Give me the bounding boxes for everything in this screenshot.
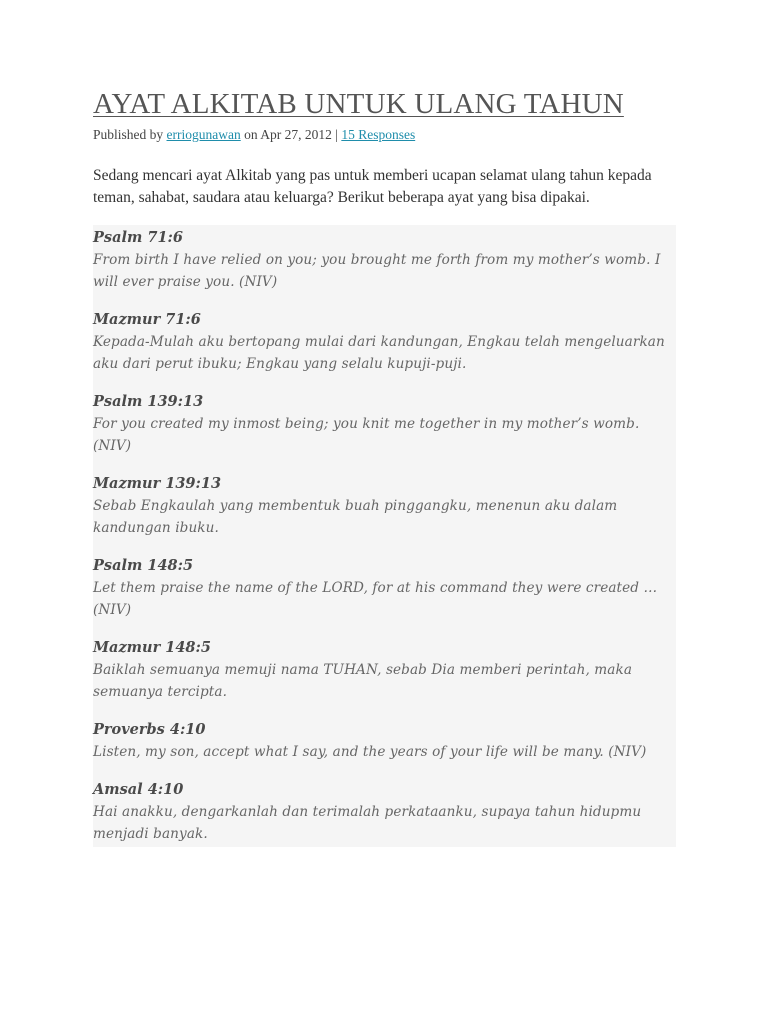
blog-post [93,86,676,847]
verse-reference: Mazmur 139:13 [93,475,222,492]
verse-reference: Psalm 71:6 [93,229,183,246]
verse-text: Listen, my son, accept what I say, and the years of your life will be many. (NIV) [93,744,647,760]
post-date: Apr 27, 2012 [260,127,332,142]
verse-text: Let them praise the name of the LORD, for at his command they were created … (NIV) [93,580,658,618]
verse-reference: Mazmur 71:6 [93,311,201,328]
post-meta [93,126,676,144]
verse-item [93,719,676,763]
verse-item [93,391,676,457]
verse-reference: Mazmur 148:5 [93,639,211,656]
verse-item [93,779,676,845]
verse-reference: Psalm 139:13 [93,393,204,410]
verse-text: Hai anakku, dengarkanlah dan terimalah perkataanku, supaya tahun hidupmu menjadi banyak. [93,804,642,842]
verse-text: Sebab Engkaulah yang membentuk buah pinggangku, menenun aku dalam kandungan ibuku. [93,498,618,536]
verse-text: Kepada-Mulah aku bertopang mulai dari kandungan, Engkau telah mengeluarkan aku dari perut ibuku; Engkau yang selalu kupuji-puji. [93,334,665,372]
published-by-label: Published by [93,127,167,142]
verse-item [93,637,676,703]
verse-reference: Amsal 4:10 [93,781,184,798]
verse-item [93,227,676,293]
author-link[interactable]: erriogunawan [166,127,241,142]
verse-text: From birth I have relied on you; you brought me forth from my mother’s womb. I will ever praise you. (NIV) [93,252,661,290]
verse-item [93,555,676,621]
verses-blockquote [93,225,676,847]
verse-item [93,309,676,375]
on-label: on [240,127,261,142]
responses-link[interactable]: 15 Responses [341,127,416,142]
verse-reference: Proverbs 4:10 [93,721,206,738]
meta-separator: | [331,127,342,142]
post-title[interactable]: AYAT ALKITAB UNTUK ULANG TAHUN [93,88,624,120]
intro-paragraph: Sedang mencari ayat Alkitab yang pas untuk memberi ucapan selamat ulang tahun kepada teman, sahabat, saudara atau keluarga? Berikut beberapa ayat yang bisa dipakai. [93,167,652,206]
verse-item [93,473,676,539]
verse-text: For you created my inmost being; you knit me together in my mother’s womb. (NIV) [93,416,640,454]
verse-reference: Psalm 148:5 [93,557,194,574]
verse-text: Baiklah semuanya memuji nama TUHAN, sebab Dia memberi perintah, maka semuanya tercipta. [93,662,633,700]
